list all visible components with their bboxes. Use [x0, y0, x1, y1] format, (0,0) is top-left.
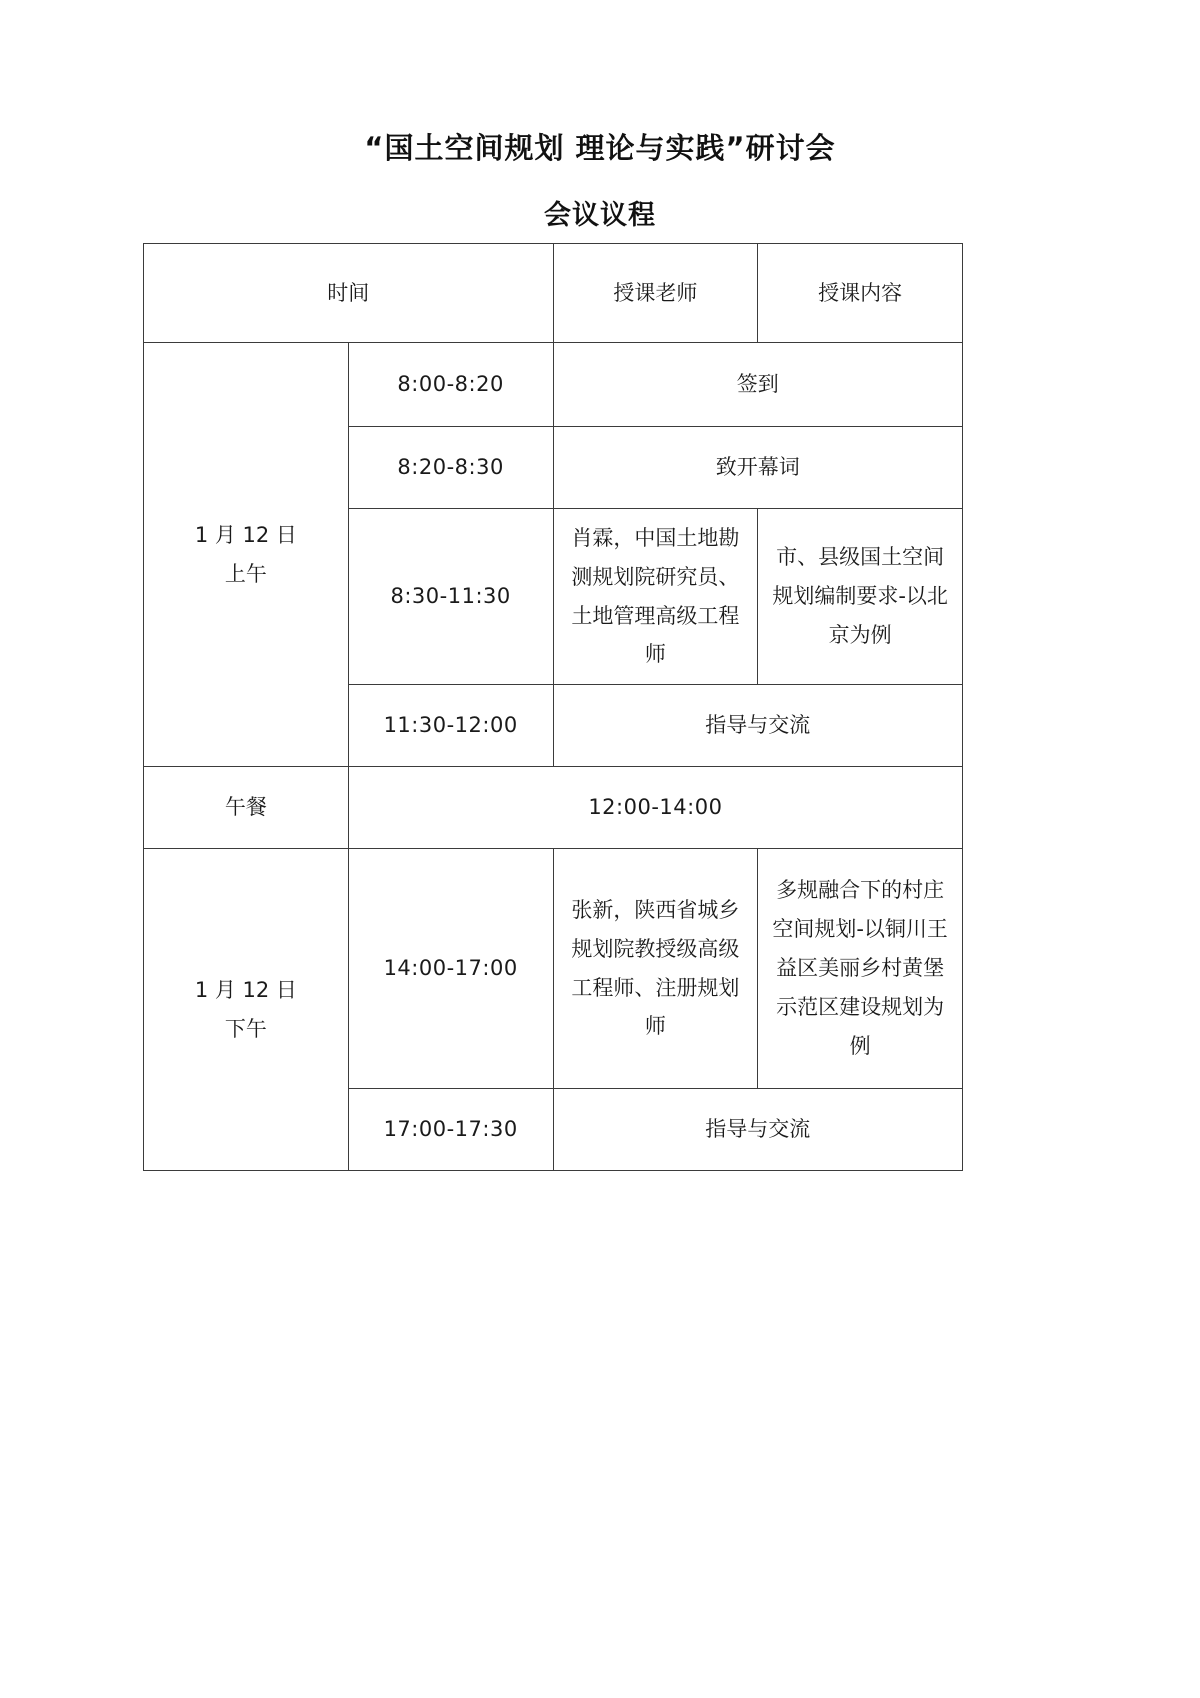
header-time: 时间	[144, 244, 554, 343]
agenda-table-wrapper	[143, 243, 963, 1171]
row-content: 市、县级国土空间规划编制要求-以北京为例	[758, 509, 963, 685]
row-content: 多规融合下的村庄空间规划-以铜川王益区美丽乡村黄堡示范区建设规划为例	[758, 849, 963, 1089]
header-teacher: 授课老师	[553, 244, 758, 343]
header-content: 授课内容	[758, 244, 963, 343]
row-merged-text: 指导与交流	[553, 1089, 963, 1171]
row-time: 8:30-11:30	[348, 509, 553, 685]
group-morning-date: 1 月 12 日	[194, 522, 297, 547]
group-label-morning	[144, 343, 349, 767]
row-merged-text: 12:00-14:00	[348, 767, 962, 849]
row-time: 8:00-8:20	[348, 343, 553, 427]
group-afternoon-period: 下午	[224, 1016, 267, 1041]
row-teacher: 肖霖，中国土地勘测规划院研究员、土地管理高级工程师	[553, 509, 758, 685]
title-block	[0, 0, 1200, 232]
group-afternoon-date: 1 月 12 日	[194, 977, 297, 1002]
row-time: 8:20-8:30	[348, 427, 553, 509]
group-morning-period: 上午	[224, 561, 267, 586]
agenda-table	[143, 243, 963, 1171]
page-subtitle: 会议议程	[544, 199, 656, 231]
group-label-afternoon	[144, 849, 349, 1171]
page-title: “国土空间规划 理论与实践”研讨会	[364, 131, 836, 165]
table-row-lunch	[144, 767, 963, 849]
row-merged-text: 签到	[553, 343, 963, 427]
table-row	[144, 343, 963, 427]
table-row	[144, 849, 963, 1089]
row-time: 17:00-17:30	[348, 1089, 553, 1171]
row-merged-text: 致开幕词	[553, 427, 963, 509]
group-label-lunch: 午餐	[144, 767, 349, 849]
table-header-row	[144, 244, 963, 343]
row-teacher: 张新，陕西省城乡规划院教授级高级工程师、注册规划师	[553, 849, 758, 1089]
row-time: 14:00-17:00	[348, 849, 553, 1089]
row-time: 11:30-12:00	[348, 685, 553, 767]
row-merged-text: 指导与交流	[553, 685, 963, 767]
